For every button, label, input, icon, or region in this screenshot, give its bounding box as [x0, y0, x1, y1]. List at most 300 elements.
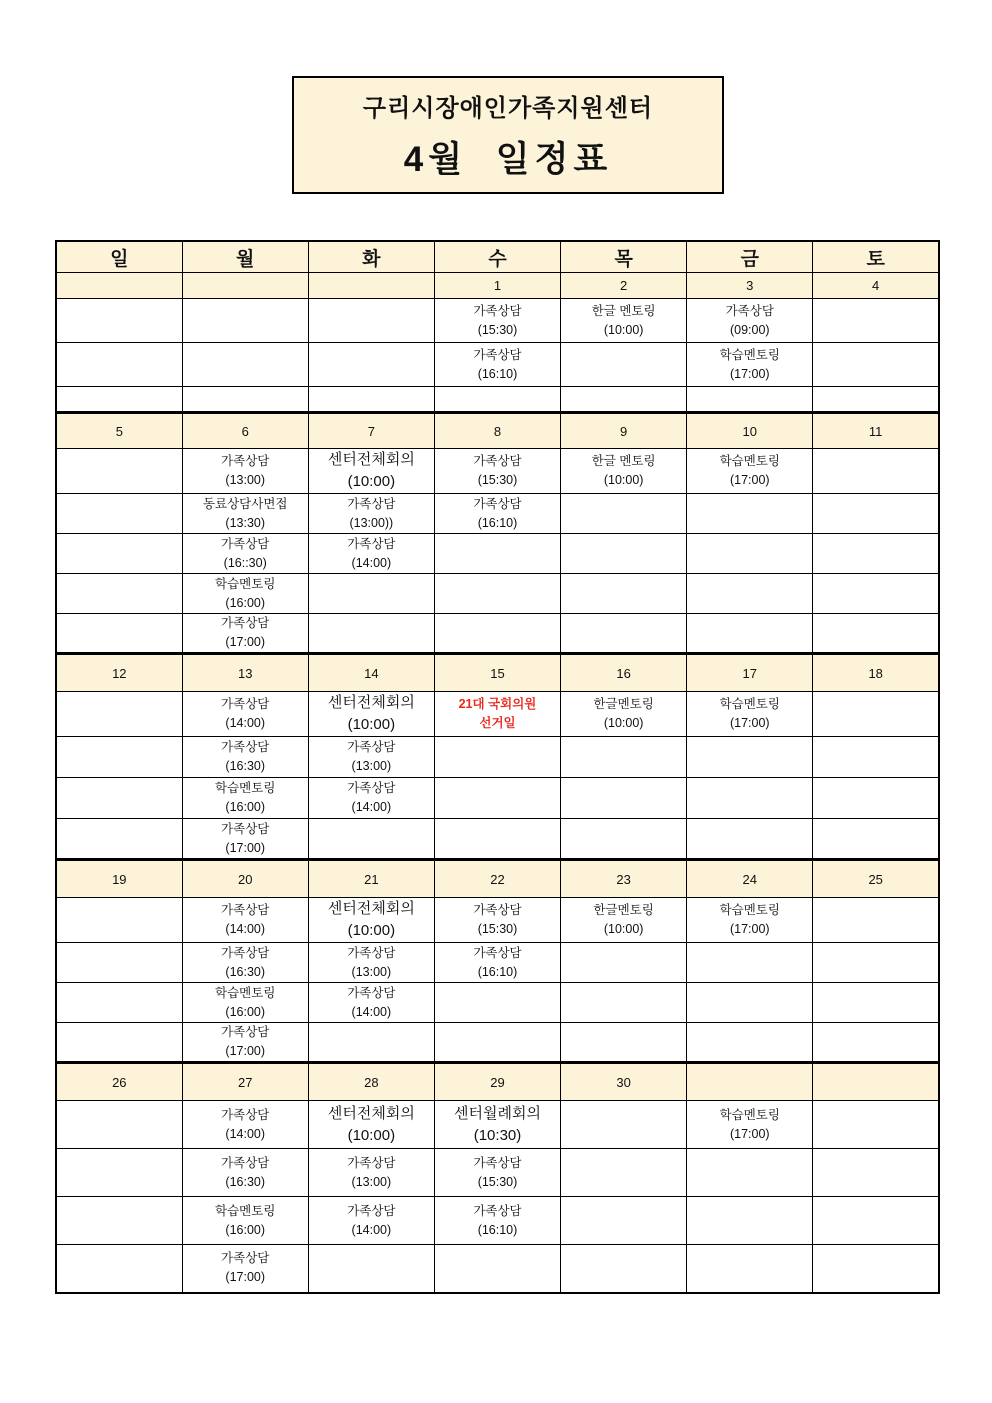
- empty-cell: [687, 614, 813, 654]
- event-cell: [561, 692, 687, 737]
- empty-cell: [56, 692, 182, 737]
- weekday-header-cell: 일: [56, 241, 182, 273]
- event-title: 가족상담: [221, 1155, 270, 1170]
- empty-cell: [56, 983, 182, 1023]
- event-cell: [182, 692, 308, 737]
- event-row: [56, 449, 939, 494]
- event-cell: [308, 1101, 434, 1149]
- event-time: (16:30): [225, 1174, 266, 1189]
- event-title: 한글멘토링: [593, 903, 654, 917]
- event-time: (10:00): [603, 473, 644, 487]
- event-time: (14:00): [351, 800, 392, 814]
- empty-cell: [56, 1101, 182, 1149]
- date-cell: 7: [308, 413, 434, 449]
- empty-cell: [434, 778, 560, 819]
- date-cell: 4: [813, 273, 939, 299]
- event-cell: [434, 494, 560, 534]
- empty-cell: [687, 1149, 813, 1197]
- date-cell: 25: [813, 860, 939, 898]
- event-row: [56, 983, 939, 1023]
- empty-cell: [813, 1245, 939, 1293]
- event-cell: [434, 1197, 560, 1245]
- date-cell: 13: [182, 654, 308, 692]
- event-title: 학습멘토링: [719, 347, 780, 362]
- event-title: 학습멘토링: [719, 903, 780, 917]
- empty-cell: [308, 614, 434, 654]
- date-cell: 29: [434, 1063, 560, 1101]
- event-title: 가족상담: [725, 303, 774, 318]
- event-time: (14:00): [225, 1126, 266, 1141]
- weekday-header-cell: 목: [561, 241, 687, 273]
- empty-cell: [56, 299, 182, 343]
- event-time: (17:00): [225, 1044, 266, 1058]
- empty-cell: [561, 387, 687, 413]
- empty-cell: [308, 1023, 434, 1063]
- event-title: 가족상담: [347, 1203, 396, 1218]
- date-row: [56, 413, 939, 449]
- event-title: 가족상담: [221, 1107, 270, 1122]
- event-cell: [561, 898, 687, 943]
- event-cell: [308, 737, 434, 778]
- date-cell: 14: [308, 654, 434, 692]
- event-time: (15:30): [477, 322, 518, 337]
- empty-cell: [813, 737, 939, 778]
- empty-cell: [56, 574, 182, 614]
- event-cell: [308, 1197, 434, 1245]
- event-time: (16:10): [477, 366, 518, 381]
- empty-cell: [561, 983, 687, 1023]
- event-row: [56, 943, 939, 983]
- empty-cell: [687, 387, 813, 413]
- event-title: 가족상담: [473, 496, 522, 511]
- empty-cell: [182, 299, 308, 343]
- event-time: (13:00): [351, 759, 392, 773]
- empty-cell: [561, 614, 687, 654]
- event-time: (17:00): [729, 922, 770, 936]
- event-time: (16:30): [225, 759, 266, 773]
- event-time: (13:30): [225, 515, 266, 530]
- event-cell: [434, 1101, 560, 1149]
- empty-row: [56, 387, 939, 413]
- empty-cell: [813, 614, 939, 654]
- date-cell: 27: [182, 1063, 308, 1101]
- event-time: (10:00): [603, 716, 644, 730]
- event-title: 가족상담: [347, 496, 396, 511]
- empty-cell: [56, 1197, 182, 1245]
- event-title: 가족상담: [347, 945, 396, 960]
- event-time: (10:00): [347, 922, 396, 939]
- date-row: [56, 1063, 939, 1101]
- event-time: (15:30): [477, 1174, 518, 1189]
- empty-cell: [813, 983, 939, 1023]
- event-title: 학습멘토링: [719, 1107, 780, 1122]
- event-row: [56, 494, 939, 534]
- empty-cell: [308, 574, 434, 614]
- date-row: [56, 273, 939, 299]
- weekday-header-cell: 수: [434, 241, 560, 273]
- date-cell: 24: [687, 860, 813, 898]
- event-time: (10:00): [603, 922, 644, 936]
- event-time: (15:30): [477, 473, 518, 487]
- event-row: [56, 778, 939, 819]
- date-cell: 9: [561, 413, 687, 449]
- event-time: 선거일: [479, 716, 516, 730]
- empty-cell: [561, 534, 687, 574]
- empty-cell: [56, 494, 182, 534]
- empty-cell: [308, 387, 434, 413]
- event-title: 가족상담: [347, 985, 396, 1000]
- event-title: 가족상담: [473, 945, 522, 960]
- event-cell: [687, 299, 813, 343]
- event-cell: [434, 299, 560, 343]
- event-cell: [182, 983, 308, 1023]
- event-cell: [687, 449, 813, 494]
- empty-cell: [56, 1023, 182, 1063]
- event-row: [56, 737, 939, 778]
- event-time: (16:00): [225, 1222, 266, 1237]
- event-time: (09:00): [729, 322, 770, 337]
- event-time: (17:00): [729, 473, 770, 487]
- empty-cell: [434, 614, 560, 654]
- empty-cell: [687, 943, 813, 983]
- event-cell: [308, 898, 434, 943]
- empty-cell: [561, 1245, 687, 1293]
- event-time: (17:00): [225, 635, 266, 649]
- event-title: 학습멘토링: [215, 1203, 276, 1218]
- empty-cell: [182, 387, 308, 413]
- event-cell: [434, 449, 560, 494]
- event-time: (17:00): [729, 366, 770, 381]
- event-cell: [182, 898, 308, 943]
- event-time: (16:00): [225, 1004, 266, 1019]
- event-cell: [308, 449, 434, 494]
- event-time: (16:10): [477, 515, 518, 530]
- event-time: (13:00): [351, 1174, 392, 1189]
- event-title: 가족상담: [221, 536, 270, 551]
- empty-cell: [813, 778, 939, 819]
- date-row: [56, 654, 939, 692]
- event-cell: [434, 692, 560, 737]
- date-cell: [813, 1063, 939, 1101]
- event-cell: [182, 819, 308, 860]
- event-title: 가족상담: [473, 303, 522, 318]
- event-row: [56, 692, 939, 737]
- empty-cell: [56, 387, 182, 413]
- event-time: (10:30): [473, 1126, 522, 1144]
- empty-cell: [434, 387, 560, 413]
- empty-cell: [308, 1245, 434, 1293]
- empty-cell: [56, 449, 182, 494]
- empty-cell: [434, 1245, 560, 1293]
- event-cell: [182, 449, 308, 494]
- date-cell: 26: [56, 1063, 182, 1101]
- date-cell: 21: [308, 860, 434, 898]
- empty-cell: [56, 614, 182, 654]
- date-cell: [182, 273, 308, 299]
- event-time: (16:10): [477, 1222, 518, 1237]
- date-cell: 6: [182, 413, 308, 449]
- empty-cell: [434, 983, 560, 1023]
- event-cell: [308, 494, 434, 534]
- date-cell: 8: [434, 413, 560, 449]
- event-time: (13:00)): [349, 515, 394, 530]
- empty-cell: [308, 299, 434, 343]
- event-title: 센터전체회의: [327, 1104, 415, 1122]
- empty-cell: [56, 534, 182, 574]
- event-cell: [434, 343, 560, 387]
- empty-cell: [434, 1023, 560, 1063]
- event-title: 가족상담: [221, 1025, 270, 1039]
- event-title: 가족상담: [473, 1155, 522, 1170]
- date-cell: 11: [813, 413, 939, 449]
- event-cell: [308, 1149, 434, 1197]
- event-title: 가족상담: [347, 1155, 396, 1170]
- event-cell: [308, 534, 434, 574]
- event-time: (14:00): [351, 555, 392, 570]
- event-time: (17:00): [729, 1126, 770, 1141]
- event-title: 가족상담: [221, 697, 270, 711]
- event-row: [56, 1023, 939, 1063]
- event-title: 학습멘토링: [215, 781, 276, 795]
- empty-cell: [561, 819, 687, 860]
- empty-cell: [561, 778, 687, 819]
- event-cell: [182, 1197, 308, 1245]
- empty-cell: [687, 1023, 813, 1063]
- empty-cell: [813, 494, 939, 534]
- date-cell: 22: [434, 860, 560, 898]
- event-time: (10:00): [603, 322, 644, 337]
- empty-cell: [813, 898, 939, 943]
- event-title: 가족상담: [347, 536, 396, 551]
- empty-cell: [561, 943, 687, 983]
- event-cell: [561, 299, 687, 343]
- event-cell: [687, 343, 813, 387]
- event-title: 가족상담: [347, 781, 396, 795]
- event-cell: [434, 943, 560, 983]
- empty-cell: [561, 574, 687, 614]
- event-cell: [182, 1245, 308, 1293]
- event-row: [56, 1149, 939, 1197]
- empty-cell: [687, 1197, 813, 1245]
- empty-cell: [56, 1149, 182, 1197]
- event-cell: [687, 1101, 813, 1149]
- event-row: [56, 574, 939, 614]
- empty-cell: [813, 534, 939, 574]
- empty-cell: [56, 1245, 182, 1293]
- empty-cell: [308, 343, 434, 387]
- empty-cell: [561, 494, 687, 534]
- event-title: 가족상담: [473, 1203, 522, 1218]
- event-title: 가족상담: [221, 945, 270, 960]
- event-cell: [561, 449, 687, 494]
- event-title: 센터전체회의: [327, 694, 415, 711]
- event-time: (10:00): [347, 473, 396, 490]
- date-cell: 19: [56, 860, 182, 898]
- empty-cell: [813, 1149, 939, 1197]
- date-cell: [308, 273, 434, 299]
- event-title: 학습멘토링: [719, 454, 780, 468]
- date-cell: 15: [434, 654, 560, 692]
- event-time: (10:00): [347, 1126, 396, 1144]
- event-cell: [308, 778, 434, 819]
- weekday-header-cell: 토: [813, 241, 939, 273]
- event-time: (16:00): [225, 800, 266, 814]
- event-cell: [182, 943, 308, 983]
- event-title: 가족상담: [473, 347, 522, 362]
- empty-cell: [813, 387, 939, 413]
- empty-cell: [813, 819, 939, 860]
- empty-cell: [687, 737, 813, 778]
- date-cell: 23: [561, 860, 687, 898]
- event-cell: [308, 692, 434, 737]
- empty-cell: [561, 737, 687, 778]
- empty-cell: [687, 574, 813, 614]
- empty-cell: [56, 819, 182, 860]
- empty-cell: [56, 943, 182, 983]
- event-cell: [182, 1149, 308, 1197]
- event-title: 센터전체회의: [327, 900, 415, 917]
- date-cell: 28: [308, 1063, 434, 1101]
- empty-cell: [56, 898, 182, 943]
- event-title: 가족상담: [221, 821, 270, 836]
- date-cell: 18: [813, 654, 939, 692]
- event-title: 가족상담: [347, 740, 396, 754]
- event-title: 학습멘토링: [215, 985, 276, 1000]
- event-time: (17:00): [225, 840, 266, 855]
- date-cell: 12: [56, 654, 182, 692]
- event-row: [56, 343, 939, 387]
- event-cell: [434, 1149, 560, 1197]
- empty-cell: [561, 1197, 687, 1245]
- empty-cell: [308, 819, 434, 860]
- event-cell: [182, 1101, 308, 1149]
- event-cell: [182, 614, 308, 654]
- event-time: (17:00): [729, 716, 770, 730]
- event-cell: [182, 778, 308, 819]
- event-title: 가족상담: [221, 616, 270, 630]
- empty-cell: [434, 819, 560, 860]
- event-cell: [687, 692, 813, 737]
- event-time: (14:00): [225, 716, 266, 730]
- event-cell: [182, 534, 308, 574]
- date-cell: [56, 273, 182, 299]
- event-title: 한글멘토링: [593, 697, 654, 711]
- org-name: 구리시장애인가족지원센터: [362, 95, 654, 122]
- event-cell: [434, 898, 560, 943]
- weekday-header-cell: 금: [687, 241, 813, 273]
- event-row: [56, 898, 939, 943]
- event-time: (15:30): [477, 922, 518, 936]
- event-title: 가족상담: [473, 454, 522, 468]
- event-row: [56, 1101, 939, 1149]
- empty-cell: [687, 534, 813, 574]
- event-row: [56, 1197, 939, 1245]
- event-title: 가족상담: [221, 740, 270, 754]
- empty-cell: [687, 778, 813, 819]
- event-time: (17:00): [225, 1270, 266, 1285]
- weekday-header-cell: 월: [182, 241, 308, 273]
- event-time: (16:30): [225, 964, 266, 979]
- empty-cell: [813, 299, 939, 343]
- empty-cell: [434, 534, 560, 574]
- event-title: 학습멘토링: [719, 697, 780, 711]
- event-title: 가족상담: [473, 903, 522, 917]
- title-box: [292, 76, 724, 194]
- empty-cell: [813, 1101, 939, 1149]
- event-cell: [182, 494, 308, 534]
- event-title: 동료상담사면접: [202, 496, 288, 511]
- event-cell: [687, 898, 813, 943]
- empty-cell: [813, 1197, 939, 1245]
- empty-cell: [813, 943, 939, 983]
- date-cell: [687, 1063, 813, 1101]
- event-time: (14:00): [225, 922, 266, 936]
- empty-cell: [813, 343, 939, 387]
- event-time: (13:00): [225, 473, 266, 487]
- empty-cell: [813, 449, 939, 494]
- event-title: 21대 국회의원: [458, 697, 537, 711]
- empty-cell: [561, 1023, 687, 1063]
- page-title: 4월 일정표: [403, 140, 613, 179]
- date-cell: 20: [182, 860, 308, 898]
- empty-cell: [813, 1023, 939, 1063]
- empty-cell: [687, 494, 813, 534]
- event-title: 가족상담: [221, 903, 270, 917]
- event-title: 센터전체회의: [327, 451, 415, 468]
- calendar-table: [55, 240, 940, 1294]
- event-row: [56, 614, 939, 654]
- event-time: (13:00): [351, 964, 392, 979]
- event-row: [56, 1245, 939, 1293]
- empty-cell: [561, 343, 687, 387]
- empty-cell: [813, 692, 939, 737]
- event-row: [56, 534, 939, 574]
- date-cell: 17: [687, 654, 813, 692]
- event-time: (14:00): [351, 1004, 392, 1019]
- weekday-header-cell: 화: [308, 241, 434, 273]
- date-cell: 10: [687, 413, 813, 449]
- event-title: 한글 멘토링: [591, 454, 656, 468]
- date-cell: 30: [561, 1063, 687, 1101]
- event-time: (10:00): [347, 716, 396, 733]
- event-cell: [182, 737, 308, 778]
- date-cell: 16: [561, 654, 687, 692]
- event-row: [56, 819, 939, 860]
- event-cell: [182, 1023, 308, 1063]
- event-time: (14:00): [351, 1222, 392, 1237]
- event-time: (16:10): [477, 964, 518, 979]
- empty-cell: [434, 737, 560, 778]
- weekday-header-row: [56, 241, 939, 273]
- date-cell: 5: [56, 413, 182, 449]
- event-cell: [308, 943, 434, 983]
- event-row: [56, 299, 939, 343]
- date-cell: 2: [561, 273, 687, 299]
- date-cell: 3: [687, 273, 813, 299]
- event-cell: [182, 574, 308, 614]
- date-row: [56, 860, 939, 898]
- empty-cell: [687, 983, 813, 1023]
- empty-cell: [687, 819, 813, 860]
- event-cell: [308, 983, 434, 1023]
- event-title: 센터월례회의: [454, 1104, 541, 1122]
- empty-cell: [434, 574, 560, 614]
- date-cell: 1: [434, 273, 560, 299]
- empty-cell: [56, 778, 182, 819]
- empty-cell: [561, 1149, 687, 1197]
- event-time: (16:00): [225, 595, 266, 610]
- empty-cell: [561, 1101, 687, 1149]
